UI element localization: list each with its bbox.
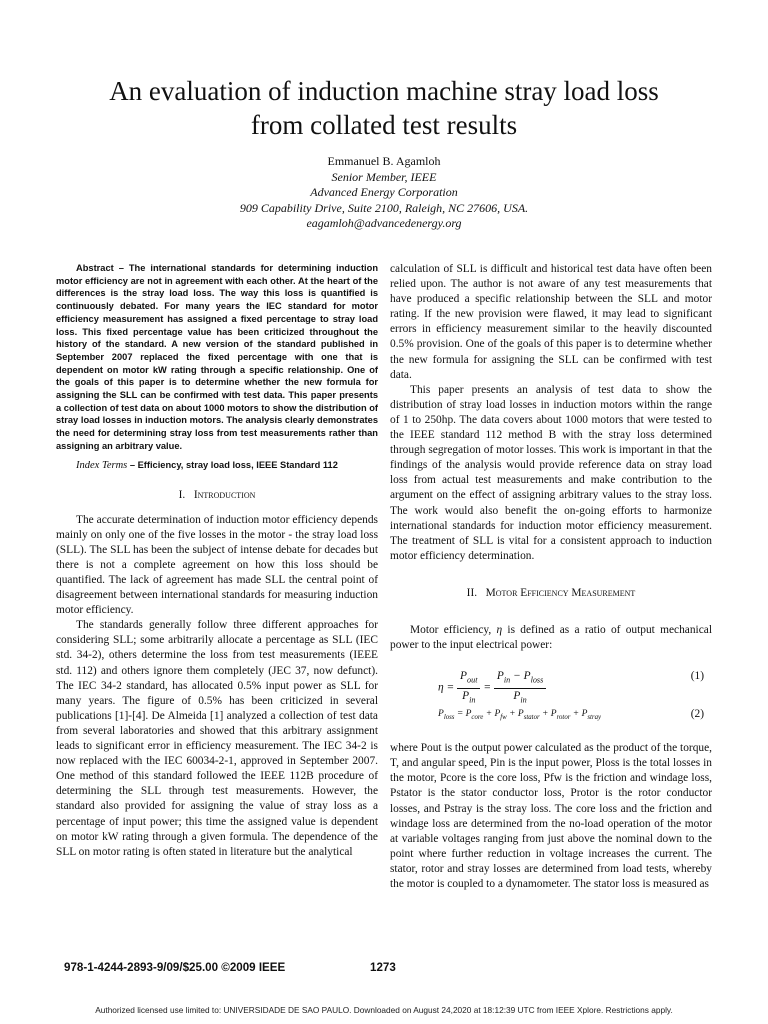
section-heading-introduction xyxy=(56,488,378,503)
index-terms-label: Index Terms xyxy=(76,459,128,471)
index-terms xyxy=(56,459,378,472)
equation-1-number: (1) xyxy=(690,670,704,683)
right-column xyxy=(390,262,712,892)
section-number: II. xyxy=(466,586,478,599)
author-organization: Advanced Energy Corporation xyxy=(310,185,458,199)
efficiency-definition: Motor efficiency, η is defined as a ratio of output mechanical power to the input electrical power: xyxy=(390,623,712,652)
equation-1 xyxy=(390,669,712,705)
equation-2-body: $P_{loss} = P_{core} + P_{fw} + P_{stator} + P_{rotor} + P_{stray}$ xyxy=(438,709,602,722)
title-line-1: An evaluation of induction machine stray load loss xyxy=(109,76,659,106)
author-email: eagamloh@advancedenergy.org xyxy=(306,216,462,230)
author-position: Senior Member, IEEE xyxy=(331,169,437,184)
left-column xyxy=(56,262,378,860)
intro-paragraph-3: calculation of SLL is difficult and historical test data have often been relied upon. The author is not aware of any test measurements that have produced a specific relationship between the SLL and motor rating. If the new provision were flawed, it may lead to significant errors in efficiency measurement similar to the heavily discounted 0.5% provision. One of the goals of this paper is to determine whether the new formula for assigning the SLL can be confirmed with test data. xyxy=(390,263,712,381)
title-line-2: from collated test results xyxy=(250,110,518,140)
index-terms-text: – Efficiency, stray load loss, IEEE Standard 112 xyxy=(127,459,338,470)
equation-1-body: η = $\frac{P_{out}}{P_{in}}$ = $\frac{P_{in} - P_{loss}}{P_{in}}$ xyxy=(438,669,546,707)
section-heading-motor-efficiency xyxy=(390,586,712,601)
intro-paragraph-2: The standards generally follow three different approaches for considering SLL; some arbitrarily allocate a percentage as SLL (IEC std. 34-2), others determine the loss from test measurements (IEEE std. 112) and others ignore them completely (JEC 37, now defunct). The IEC 34-2 standard, has allocated 0.5% input power as SLL for many years. The figure of 0.5% has been criticized in several publications [1]-[4]. De Almeida [1] analyzed a collection of test data from several laboratories and showed that this arbitrary assignment leads to significant error in efficiency measurement. The IEC 34-2 is now replaced with the IEC 60034-2-1, approved in September 2007. One method of this standard followed the IEEE 112B procedure of determining the SLL through test measurements. However, the standard also provided for assigning the value of stray loss as a percentage of input power; this time the assigned value is dependent on motor kW rating through a given formula. The dependence of the SLL on motor rating is often stated in literature but the analytical xyxy=(56,619,378,858)
footer-isbn: 978-1-4244-2893-9/09/$25.00 ©2009 IEEE xyxy=(64,961,286,974)
section-title: Motor Efficiency Measurement xyxy=(485,586,636,599)
motor-losses-paragraph: where Pout is the output power calculated as the product of the torque, T, and angular speed, Pin is the input power, Ploss is the total losses in the motor, Pcore is the core loss, Pfw is the friction and windage loss, Pstator is the stator conductor loss, Protor is the rotor conductor losses, and Pstray is the stray loss. The core loss and the friction and windage loss are determined from the no-load operation of the motor at variable voltages ranging from just above the nominal down to the point where further reduction in voltage increases the current. The stator, rotor and stray losses are determined from load tests, whereby the motor is coupled to a dynamometer. The stator loss is measured as xyxy=(390,742,712,890)
page-number: 1273 xyxy=(370,961,396,974)
author-address: 909 Capability Drive, Suite 2100, Raleigh, NC 27606, USA. xyxy=(239,200,529,215)
author-block xyxy=(40,154,728,232)
equation-2-number: (2) xyxy=(690,708,704,721)
section-title: Introduction xyxy=(193,488,256,501)
section-number: I. xyxy=(178,488,186,501)
intro-paragraph-4: This paper presents an analysis of test data to show the distribution of stray load losses in induction motors within the range of 1 to 250hp. The data covers about 1000 motors that were tested to the IEEE standard 112 method B with the stray loss determined through segregation of motor losses. This work is important in that the findings of the analysis would provide reference data on stray load loss from actual test measurements and make contribution to the argument on the effect of assigning arbitrary values to the stray loss. The work would also benefit the on-going efforts to harmonize international standards for induction motor efficiency measurement. The treatment of SLL is vital for a consistent approach to induction motor efficiency determination. xyxy=(390,383,712,562)
intro-paragraph-1: The accurate determination of induction motor efficiency depends mainly on only one of the five losses in the motor - the stray load loss (SLL). The SLL has been the subject of intense debate for decades but there is not a complete agreement on how this loss should be quantified. The lack of agreement has made SLL the central point of disagreement between international standards for measuring induction motor efficiency. xyxy=(56,513,378,617)
paper-title xyxy=(40,74,728,142)
author-name: Emmanuel B. Agamloh xyxy=(327,154,441,168)
abstract: Abstract – The international standards for determining induction motor efficiency are not in agreement with each other. At the heart of the differences is the stray load loss. The way this loss is quantified is continuously debated. For many years the IEC standard for motor efficiency measurement has assigned a fixed percentage to stray load loss. This fixed percentage value has been criticized throughout the history of the standard. A new version of the standard published in September 2007 replaced the fixed percentage with one that is dependent on motor kW rating through a specific relationship. One of the goals of this paper is to determine whether the new formula for assigning the SLL can be confirmed with test data. This paper presents a collection of test data on about 1000 motors to show the distribution of stray load losses in induction motors. The analysis clearly demonstrates the need for determining stray loss from test measurements rather than assigning an arbitrary value. xyxy=(56,263,378,451)
equation-2 xyxy=(390,707,712,729)
license-notice: Authorized licensed use limited to: UNIVERSIDADE DE SAO PAULO. Downloaded on August 24,2020 at 18:12:39 UTC from IEEE Xplore. Restrictions apply. xyxy=(95,1005,673,1015)
